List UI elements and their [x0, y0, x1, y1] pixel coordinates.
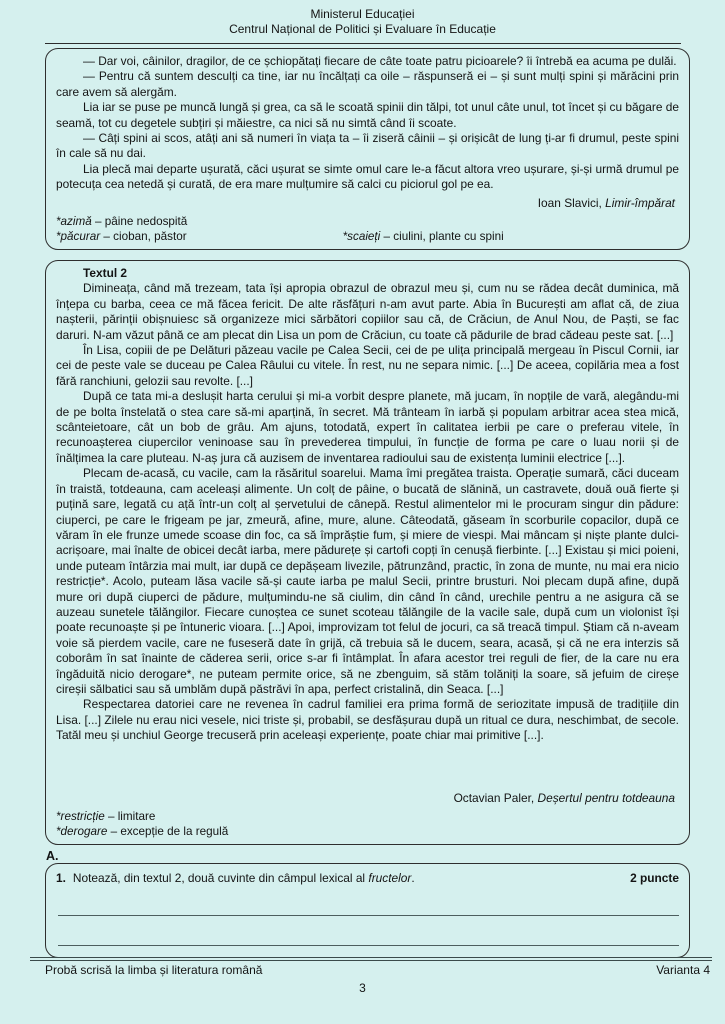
footnote-term: *scaieți — [342, 230, 381, 244]
header-ministry: Ministerul Educației — [310, 7, 415, 21]
text1-credit — [538, 196, 675, 211]
text1-work-title: Limir-împărat — [605, 195, 675, 210]
footnote — [56, 809, 679, 825]
text2-footnotes — [56, 809, 679, 840]
question-italic-word: fructelor — [368, 871, 412, 885]
text2-paragraph: După ce tata mi-a deslușit harta cerului și mi-a vorbit despre planete, mă jucam, în nopțile de vară, alegându-mi de pe bolta înstelată o stea care să-mi aparțină, în secret. Mă trânteam în iarbă și populam arbitrar acea stea mică, scânteietoare, cât un bob de grâu. Am ajuns, totodată, expert în calitatea ierbii pe care o preferau vitele, în recunoașterea ciupercilor veninoase sau în prevederea timpului, în funcție de forma pe care o luau norii și de înălțimea la care pluteau. N-aș jura că auzisem de inventarea radioului sau de existența luminii electrice [...]. — [56, 389, 679, 465]
question-text-before: Notează, din textul 2, două cuvinte din câmpul lexical al — [72, 871, 369, 885]
text1-box — [45, 48, 690, 250]
footnote — [343, 229, 504, 245]
text2-credit — [454, 791, 675, 806]
section-a-label: A. — [46, 849, 59, 863]
text2-paragraph: Plecam de-acasă, cu vacile, cam la răsăritul soarelui. Mama îmi pregătea traista. Operație sumară, căci duceam în traistă, totdeauna, cam aceleași alimente. Un colț de pâine, o bucată de slănină, un castravete, două ouă fierte și puțină sare, legată cu ață într-un colț al șervetului de cânepă. Restul alimentelor mi le procuram singur din pădure: ciuperci, pe care le frigeam pe jar, zmeură, afine, mure, alune. Câteodată, găseam în scorburile copacilor, după ce văram în ele frunze umede scoase din foc, ca să împrăștie fum, și miere de viespi. Mai mâncam și niște plante dulci-acrișoare, mai înalte de obicei decât iarba, mere pădurețe și cartofi copți în cenușă fierbinte. [...] Existau și mici poieni, unde puteam întârzia mai mult, iar după ce depășeam livezile, pătrunzând, practic, în zona de munte, nu mai era nicio restricție*. Acolo, puteam lăsa vacile să-și caute iarba pe malul Secii, printre brusturi. Noi plecam după afine, după mure ori după ciuperci de pădure, mulțumindu-ne să ciulim, din când în când, urechile pentru a ne asigura că se auzeau sunetele tălăngilor. Fiecare cunoștea ce sunet scoteau tălăngile de la vacile sale, după cum un violonist își poate recunoaște și pe întuneric vioara. [...] Apoi, improvizam tot felul de jocuri, ca să treacă timpul. Știam că n-aveam voie să pierdem vacile, care ne fuseseră date în grijă, că trebuia să le ducem, seara, acasă, și că ne era interzis să coborâm în sat înainte de căderea serii, orice s-ar fi întâmplat. În afara acestor trei reguli de fier, de la care nu era îngăduită nicio derogare*, ne puteam permite orice, să ne zbenguim, să stăm tolăniți la soare, să jefuim de cireșe cireșii sălbatici sau să umblăm după păstrăvi în apa, perfect cristalină, din Seaca. [...] — [56, 466, 679, 696]
footnote-def: – limitare — [104, 809, 156, 823]
text2-paragraph: Dimineața, când mă trezeam, tata își apropia obrazul de obrazul meu și, cum nu se rădea decât duminica, mă înțepa cu barba, ceea ce mă făcea fericit. De alte răsfățuri n-am avut parte. Abia în București am aflat că, de ziua nașterii, părinții obișnuiesc să organizeze mici sărbători copiilor sau că, de Crăciun, de Anul Nou, de Paști, se fac daruri. N-am văzut până ce am plecat din Lisa un pom de Crăciun, cu toate că pădurile de brad cădeau peste sat. [...] — [56, 281, 679, 342]
footer-exam-name: Probă scrisă la limba și literatura română — [45, 963, 263, 977]
answer-line — [58, 945, 679, 946]
header-rule — [45, 43, 681, 44]
text1-paragraph: Lia plecă mai departe ușurată, căci ușurat se simte omul care le-a făcut altora vreo ușurare, și-și urmă drumul pe potecuța cea netedă și curată, de era mare mulțumire să calci cu piciorul gol pe ea. — [56, 161, 679, 192]
question-text-after: . — [411, 871, 415, 885]
text1-paragraph: — Dar voi, câinilor, dragilor, de ce șchiopătați fiecare de câte toate patru picioarele? îi întrebă ea acuma pe dulăi. — [83, 54, 677, 68]
text1-paragraph: Lia iar se puse pe muncă lungă și grea, ca să le scoată spinii din tălpi, tot unul câte unul, tot încet și cu băgare de seamă, tot cu degetele subțiri și măiestre, ca nici să nu simtă când îi scoate. — [56, 100, 679, 130]
text2-author: Octavian Paler, — [453, 790, 538, 805]
footnote-def: – excepție de la regulă — [107, 825, 229, 839]
question-box — [45, 863, 690, 958]
text2-paragraph: În Lisa, copiii de pe Delături păzeau vacile pe Calea Secii, cei de pe ulița principală mergeau în Piscul Cornii, iar cei de peste vale se duceau pe Calea Râului cu vitele. În rest, nu ne separa nimic. [...] De aceea, copilăria mea a fost fără ranchiuni, gelozii sau revolte. [...] — [56, 343, 679, 388]
footnote-def: – pâine nedospită — [91, 214, 188, 228]
footer-variant: Varianta 4 — [656, 963, 710, 977]
document-header — [0, 7, 725, 37]
text2-paragraph: Respectarea datoriei care ne revenea în cadrul familiei era prima formă de seriozitate impusă de tradițiile din Lisa. [...] Zilele nu erau nici vesele, nici triste și, probabil, se desfășurau după un ritual ce dura, neschimbat, de secole. Tatăl meu și unchiul George trecuseră prin aceleași experiențe, poate chiar mai primitive [...]. — [56, 697, 679, 743]
answer-line — [58, 915, 679, 916]
header-center-name: Centrul Național de Politici și Evaluare în Educație — [229, 22, 496, 36]
footer-rule — [30, 957, 712, 961]
text1-paragraph: — Câți spini ai scos, atâți ani să numeri în viața ta – îi ziseră câinii – și orișicât de lung ți-ar fi drumul, peste spini în cale să nu dai. — [56, 131, 679, 161]
text2-work-title: Deșertul pentru totdeauna — [537, 790, 675, 805]
footnote-term: *derogare — [56, 825, 108, 839]
footnote-def: – cioban, păstor — [100, 230, 187, 244]
footnote-term: *păcurar — [56, 230, 101, 244]
footnote — [56, 824, 679, 840]
question-points: 2 puncte — [630, 871, 679, 885]
footnote-term: *azimă — [56, 214, 92, 228]
text2-title: Textul 2 — [83, 266, 128, 280]
text2-box — [45, 260, 690, 845]
page-number: 3 — [359, 981, 366, 995]
footnote — [56, 229, 343, 245]
question-text — [56, 871, 415, 886]
text1-paragraph: — Pentru că suntem desculți ca tine, iar nu încălțați ca oile – răspunseră ei – și sunt mulți spini și mărăcini prin care avem să alergăm. — [56, 69, 679, 99]
page-footer — [45, 963, 710, 977]
footnote-term: *restricție — [56, 809, 105, 823]
text1-author: Ioan Slavici, — [537, 195, 606, 210]
footnote — [56, 214, 679, 230]
footnote-def: – ciulini, plante cu spini — [380, 230, 504, 244]
footnote-row — [56, 229, 679, 245]
question-row — [56, 871, 679, 886]
question-number: 1. — [56, 871, 66, 885]
text1-footnotes — [56, 214, 679, 245]
